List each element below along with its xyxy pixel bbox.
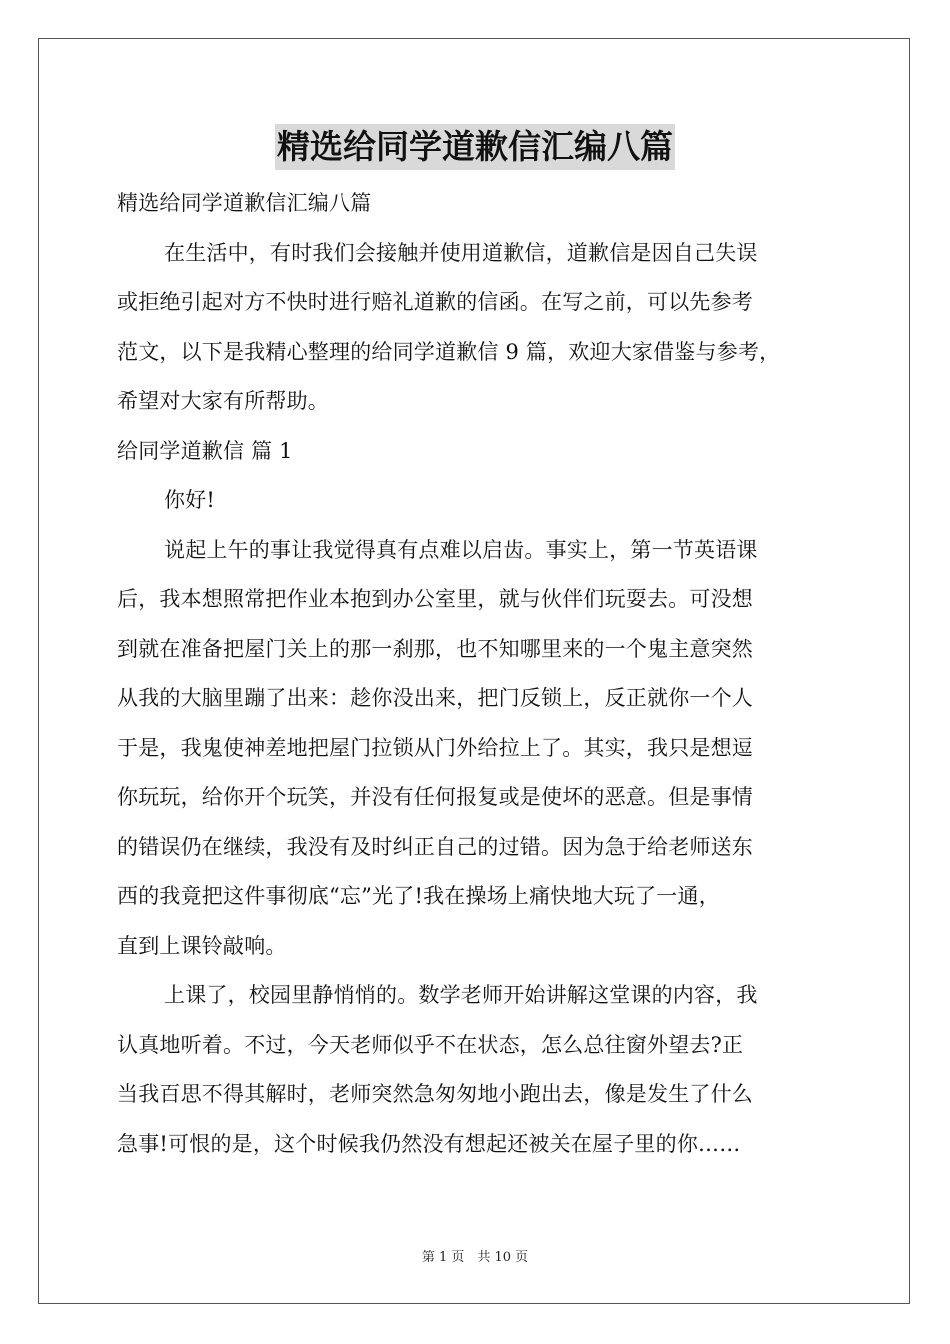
body-line: 后，我本想照常把作业本抱到办公室里，就与伙伴们玩耍去。可没想 (117, 587, 753, 611)
body-line: 的错误仍在继续，我没有及时纠正自己的过错。因为急于给老师送东 (117, 834, 753, 859)
body-line: 给同学道歉信 篇 1 (117, 438, 293, 463)
document-title: 精选给同学道歉信汇编八篇 (275, 124, 675, 170)
body-line: 在生活中，有时我们会接触并使用道歉信，道歉信是因自己失误 (164, 240, 758, 265)
body-line: 精选给同学道歉信汇编八篇 (117, 191, 372, 215)
body-line: 范文，以下是我精心整理的给同学道歉信 9 篇，欢迎大家借鉴与参考， (117, 339, 781, 364)
body-line: 直到上课铃敲响。 (117, 933, 287, 958)
document-body (117, 179, 833, 1169)
body-line: 你好! (164, 488, 216, 512)
title-container (0, 124, 950, 170)
body-line: 当我百思不得其解时，老师突然急匆匆地小跑出去，像是发生了什么 (117, 1082, 753, 1106)
body-line: 你玩玩，给你开个玩笑，并没有任何报复或是使坏的恶意。但是事情 (117, 785, 753, 809)
body-line: 西的我竟把这件事彻底“忘”光了!我在操场上痛快地大玩了一通， (117, 884, 720, 908)
body-line: 或拒绝引起对方不快时进行赔礼道歉的信函。在写之前，可以先参考 (117, 290, 753, 314)
body-line: 说起上午的事让我觉得真有点难以启齿。事实上，第一节英语课 (164, 537, 758, 562)
body-line: 希望对大家有所帮助。 (117, 389, 329, 413)
body-line: 上课了，校园里静悄悄的。数学老师开始讲解这堂课的内容，我 (164, 983, 758, 1007)
body-line: 急事!可恨的是，这个时候我仍然没有想起还被关在屋子里的你…… (117, 1131, 741, 1156)
body-line: 认真地听着。不过，今天老师似乎不在状态，怎么总往窗外望去?正 (117, 1032, 744, 1057)
page-footer: 第 1 页 共 10 页 (421, 1250, 529, 1265)
body-line: 到就在准备把屋门关上的那一刹那，也不知哪里来的一个鬼主意突然 (117, 636, 753, 661)
body-line: 于是，我鬼使神差地把屋门拉锁从门外给拉上了。其实，我只是想逗 (117, 735, 753, 760)
body-line: 从我的大脑里蹦了出来：趁你没出来，把门反锁上，反正就你一个人 (117, 686, 753, 710)
